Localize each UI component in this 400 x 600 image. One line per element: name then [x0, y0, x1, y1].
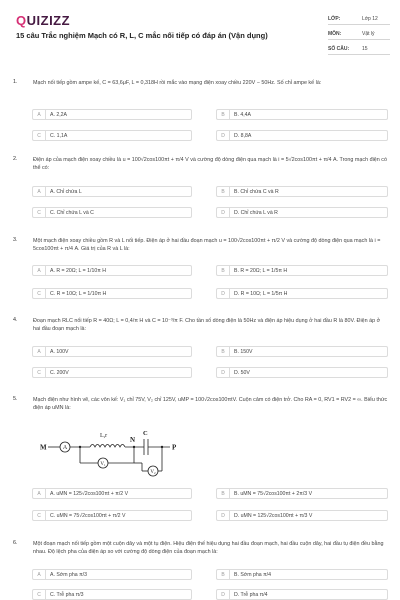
option-letter: B — [217, 489, 230, 499]
option-text: A. uMN = 125√2cos100πt + π/2 V — [50, 491, 129, 497]
inductor-label: L,r — [100, 433, 108, 439]
option-b[interactable] — [216, 265, 388, 276]
option-letter: A — [33, 187, 46, 197]
circuit-diagram — [34, 417, 194, 481]
question-number: 2. — [13, 156, 18, 162]
option-text: D. R = 10Ω; L = 1/5π H — [234, 291, 288, 297]
option-letter: B — [217, 266, 230, 276]
quizizz-logo[interactable] — [16, 13, 70, 28]
option-text: C. Trễ pha π/3 — [50, 592, 84, 598]
meta-value: Lớp 12 — [362, 16, 378, 22]
meta-count-row — [328, 43, 390, 55]
option-letter: D — [217, 590, 230, 600]
option-letter: D — [217, 511, 230, 521]
option-text: C. R = 10Ω; L = 1/10π H — [50, 291, 107, 297]
option-letter: A — [33, 110, 46, 120]
option-d[interactable] — [216, 207, 388, 218]
option-text: B. Sớm pha π/4 — [234, 572, 271, 578]
option-letter: C — [33, 368, 46, 378]
option-letter: A — [33, 489, 46, 499]
option-text: B. R = 20Ω; L = 1/5π H — [234, 268, 288, 274]
option-text: D. 50V — [234, 370, 250, 376]
option-a[interactable] — [32, 186, 192, 197]
logo-text: UIZIZZ — [26, 13, 71, 28]
node-m-label: M — [40, 443, 47, 452]
option-c[interactable] — [32, 288, 192, 299]
option-letter: B — [217, 570, 230, 580]
logo-mark: Q — [16, 13, 27, 28]
option-text: A. 2,2A — [50, 112, 68, 118]
option-a[interactable] — [32, 488, 192, 499]
option-letter: C — [33, 590, 46, 600]
question-stem: Một đoạn mạch nối tiếp gồm một cuộn dây và một tụ điện. Hiệu điện thế hiệu dụng hai đầu đoạn mạch, hai đầu cuộn dây, hai đầu tụ điện đều bằng nhau. Độ lệch pha của điện áp so với cường độ dòng điện của đoạn mạch là: — [33, 541, 384, 555]
option-text: D. Trễ pha π/4 — [234, 592, 268, 598]
question-number: 1. — [13, 79, 18, 85]
option-letter: B — [217, 110, 230, 120]
option-a[interactable] — [32, 569, 192, 580]
option-text: C. Chỉ chứa L và C — [50, 210, 94, 216]
meta-subject-row — [328, 28, 390, 40]
option-letter: B — [217, 347, 230, 357]
option-text: A. Sớm pha π/3 — [50, 572, 87, 578]
option-d[interactable] — [216, 367, 388, 378]
node-p-label: P — [172, 443, 177, 452]
question-stem: Một mạch điện xoay chiều gồm R và L nối tiếp. Điện áp ở hai đầu đoạn mạch u = 100√2cos100πt + π/2 V và cường độ dòng điện qua mạch là i = 5cos100πt + π/4 A. Giá trị của R và L là: — [33, 238, 381, 252]
meta-value: 15 — [362, 46, 368, 52]
option-d[interactable] — [216, 510, 388, 521]
meta-key: LỚP: — [328, 16, 341, 22]
option-c[interactable] — [32, 130, 192, 141]
option-letter: B — [217, 187, 230, 197]
option-a[interactable] — [32, 109, 192, 120]
capacitor-label: C — [143, 430, 148, 437]
option-c[interactable] — [32, 367, 192, 378]
meta-value: Vật lý — [362, 31, 375, 37]
ammeter-icon: A — [62, 445, 68, 452]
option-letter: A — [33, 570, 46, 580]
option-text: C. uMN = 75√2cos100πt + π/2 V — [50, 513, 126, 519]
option-c[interactable] — [32, 207, 192, 218]
option-letter: C — [33, 131, 46, 141]
meta-key: MÔN: — [328, 31, 342, 37]
option-d[interactable] — [216, 288, 388, 299]
document-header — [0, 0, 400, 60]
option-text: A. 100V — [50, 349, 69, 355]
node-n-label: N — [130, 436, 136, 444]
option-a[interactable] — [32, 265, 192, 276]
question-stem: Mạch nối tiếp gồm ampe kế, C = 63,6μF, L = 0,318H rồi mắc vào mạng điện xoay chiều 220V − 50Hz. Số chỉ ampe kế là: — [33, 80, 322, 86]
question-stem: Điện áp của mạch điện xoay chiều là u = 100√2cos100πt + π/4 V và cường độ dòng điện qua mạch là i = 5√2cos100πt + π/4 A. Trong mạch điện có thể có: — [33, 157, 387, 171]
option-c[interactable] — [32, 589, 192, 600]
voltmeter-v1-icon: V₁ — [100, 462, 106, 468]
option-text: B. Chỉ chứa C và R — [234, 189, 279, 195]
question-number: 5. — [13, 396, 18, 402]
option-text: D. uMN = 125√2cos100πt + π/3 V — [234, 513, 313, 519]
option-d[interactable] — [216, 589, 388, 600]
option-text: B. uMN = 75√2cos100πt + 2π/3 V — [234, 491, 313, 497]
option-text: A. Chỉ chứa L — [50, 189, 82, 195]
option-letter: D — [217, 368, 230, 378]
option-letter: C — [33, 208, 46, 218]
divider — [328, 24, 390, 25]
page-title: 15 câu Trắc nghiệm Mạch có R, L, C mắc nối tiếp có đáp án (Vận dụng) — [16, 31, 268, 40]
option-text: A. R = 20Ω; L = 1/10π H — [50, 268, 106, 274]
option-d[interactable] — [216, 130, 388, 141]
option-b[interactable] — [216, 346, 388, 357]
option-text: B. 150V — [234, 349, 253, 355]
option-letter: D — [217, 131, 230, 141]
meta-class-row — [328, 13, 390, 25]
option-b[interactable] — [216, 109, 388, 120]
option-letter: C — [33, 511, 46, 521]
option-letter: A — [33, 347, 46, 357]
option-b[interactable] — [216, 488, 388, 499]
option-text: C. 1,1A — [50, 133, 68, 139]
option-c[interactable] — [32, 510, 192, 521]
question-stem: Mạch điện như hình vẽ, các vôn kế: V₁ chỉ 75V, V₂ chỉ 125V, uMP = 100√2cos100πtV. Cuộn cảm có điện trở. Cho RA = 0, RV1 = RV2 = ∞. Biểu thức điện áp uMN là: — [33, 397, 388, 411]
option-letter: A — [33, 266, 46, 276]
question-number: 6. — [13, 540, 18, 546]
option-b[interactable] — [216, 569, 388, 580]
option-text: C. 200V — [50, 370, 69, 376]
meta-key: SỐ CÂU: — [328, 46, 350, 52]
divider — [328, 54, 390, 55]
question-number: 4. — [13, 317, 18, 323]
option-letter: C — [33, 289, 46, 299]
option-text: D. Chỉ chứa L và R — [234, 210, 278, 216]
option-a[interactable] — [32, 346, 192, 357]
option-text: B. 4,4A — [234, 112, 252, 118]
option-letter: D — [217, 289, 230, 299]
divider — [328, 39, 390, 40]
question-number: 3. — [13, 237, 18, 243]
option-b[interactable] — [216, 186, 388, 197]
question-stem: Đoạn mạch RLC nối tiếp R = 40Ω; L = 0,4/π H và C = 10⁻³/π F. Cho tần số dòng điện là 50Hz và điện áp hiệu dụng ở hai đầu R là 80V. Điện áp ở hai đầu đoạn mạch là: — [33, 318, 381, 332]
option-letter: D — [217, 208, 230, 218]
voltmeter-v2-icon: V₂ — [150, 470, 156, 476]
option-text: D. 8,8A — [234, 133, 252, 139]
